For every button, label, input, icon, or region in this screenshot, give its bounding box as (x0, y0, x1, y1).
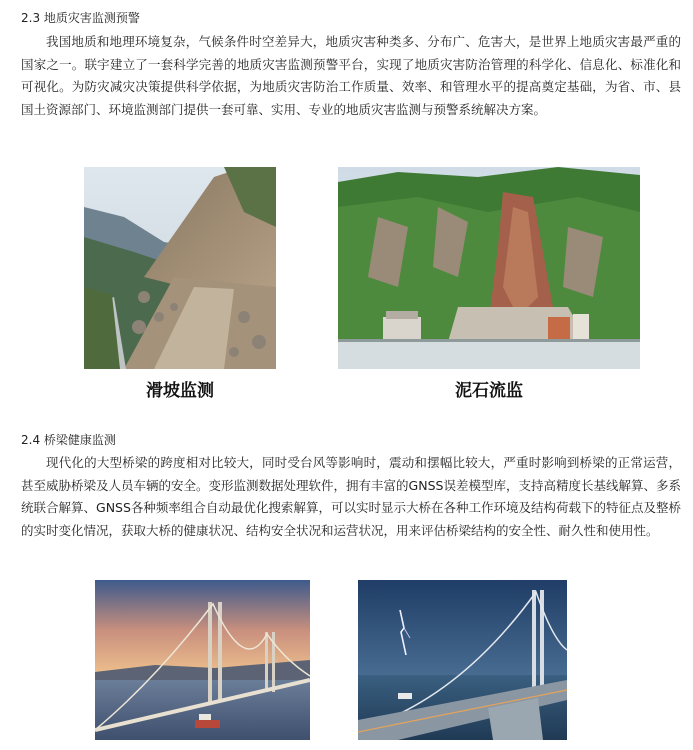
debris-flow-photo (338, 167, 640, 369)
section-heading-geohazard: 2.3 地质灾害监测预警 (21, 11, 140, 25)
section-heading-bridge: 2.4 桥梁健康监测 (21, 433, 116, 447)
bridge-lightning-photo (358, 580, 567, 740)
section-paragraph-geohazard: 我国地质和地理环境复杂，气候条件时空差异大，地质灾害种类多、分布广、危害大，是世界上地质灾害最严重的国家之一。联宇建立了一套科学完善的地质灾害监测预警平台，实现了地质灾害防治管理的科学化、信息化、标准化和可视化。为防灾减灾决策提供科学依据，为地质灾害防治工作质量、效率、和管理水平的提高奠定基础，为省、市、县国土资源部门、环境监测部门提供一套可靠、实用、专业的地质灾害监测与预警系统解决方案。 (21, 34, 681, 117)
section-paragraph-bridge: 现代化的大型桥梁的跨度相对比较大，同时受台风等影响时，震动和摆幅比较大，严重时影响到桥梁的正常运营，甚至威胁桥梁及人员车辆的安全。变形监测数据处理软件，拥有丰富的GNSS误差模型库，支持高精度长基线解算、多系统联合解算、GNSS各种频率组合自动最优化搜索解算，可以实时显示大桥在各种工作环境及结构荷载下的特征点及整桥的实时变化情况，获取大桥的健康状况、结构安全状况和运营状况，用来评估桥梁结构的安全性、耐久性和使用性。 (21, 455, 681, 538)
landslide-photo (84, 167, 276, 369)
suspension-bridge-sunset-photo (95, 580, 310, 740)
landslide-caption: 滑坡监测 (146, 381, 214, 401)
debris-flow-caption: 泥石流监 (455, 381, 523, 401)
